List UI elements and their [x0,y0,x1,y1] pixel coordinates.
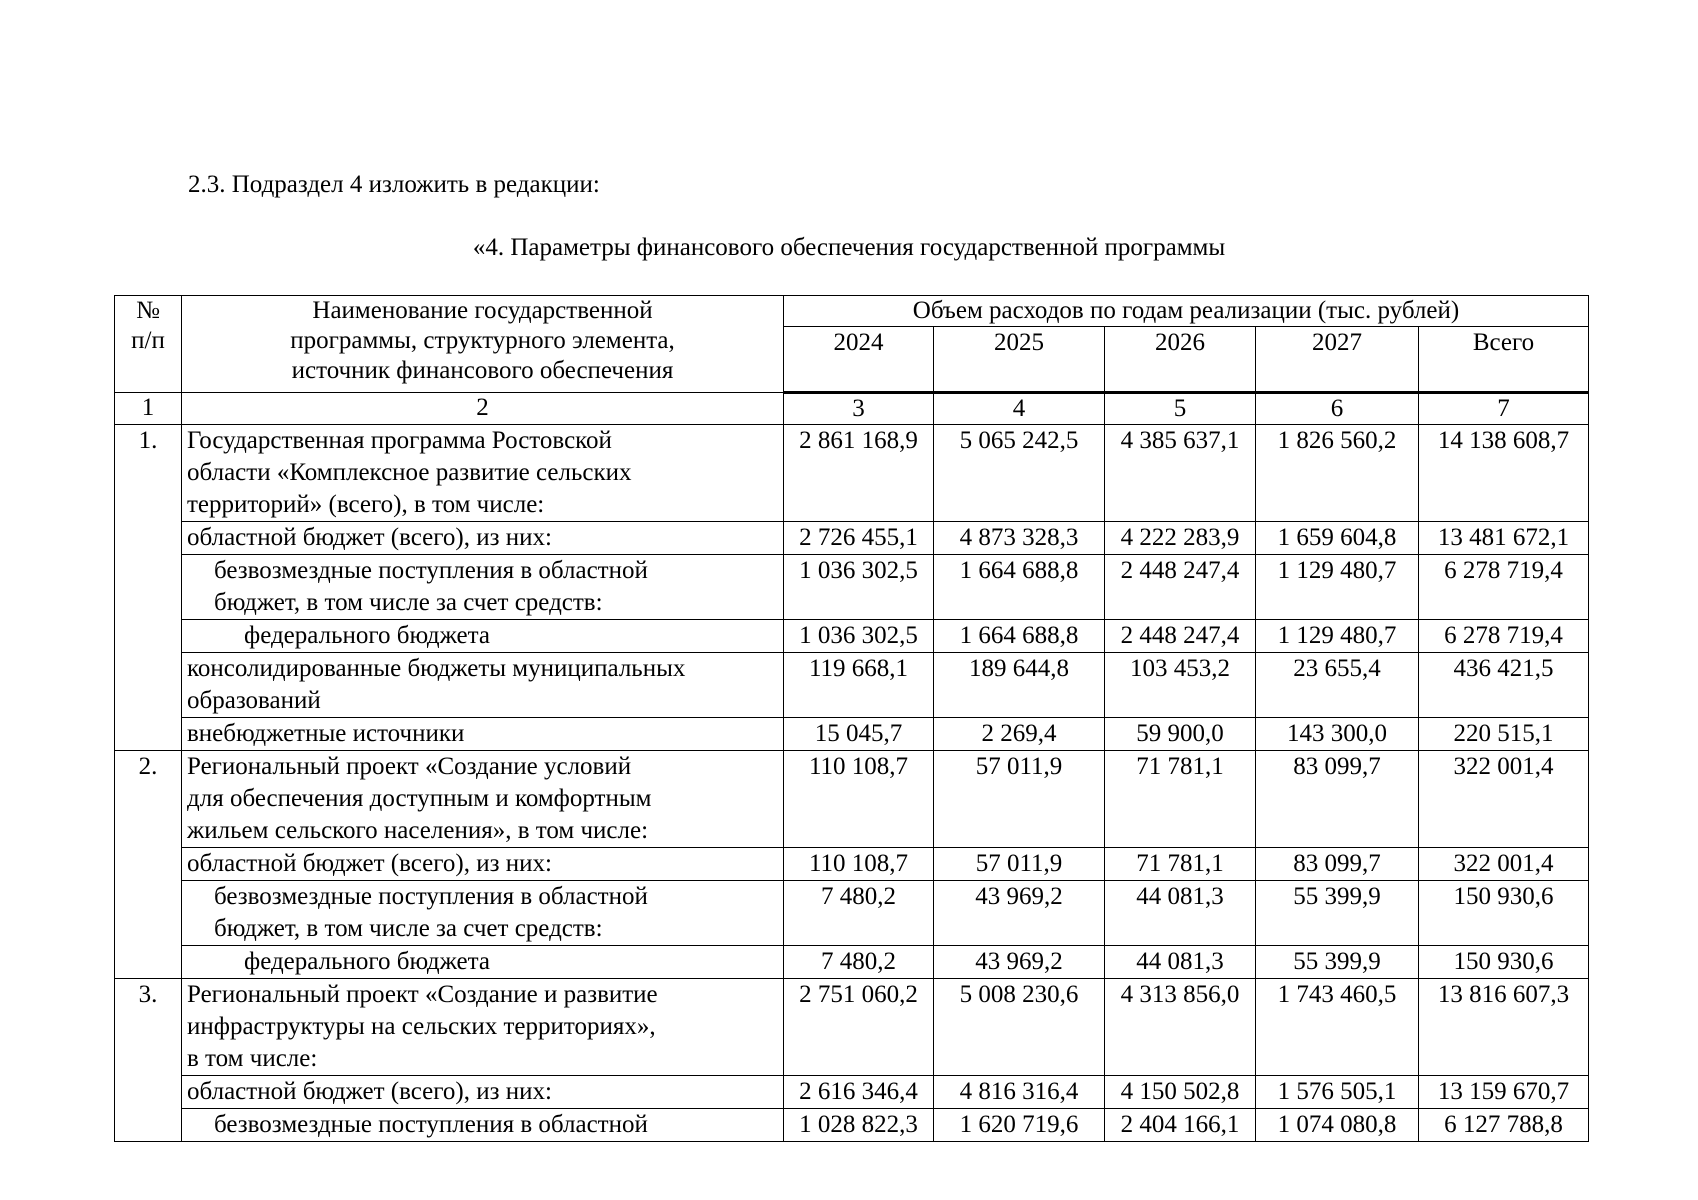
row-name-line: Региональный проект «Создание условий [187,753,632,780]
header-name-line: Наименование государственной [312,297,653,324]
value-total: 13 481 672,1 [1419,522,1589,555]
row-name-line: безвозмездные поступления в областной [214,557,648,584]
row-name-line: жильем сельского населения», в том числе: [187,817,649,844]
value-year-2025: 5 065 242,5 [934,425,1105,522]
value-total: 220 515,1 [1419,718,1589,751]
value-year-2027: 1 826 560,2 [1256,425,1419,522]
row-name-line: в том числе: [187,1045,318,1072]
header-num-line: п/п [131,327,165,354]
value-year-2027: 55 399,9 [1256,881,1419,946]
value-year-2025: 4 816 316,4 [934,1076,1105,1109]
row-name-line: образований [187,687,321,714]
table-row [115,1076,1589,1109]
column-number: 3 [784,393,934,425]
value-total: 14 138 608,7 [1419,425,1589,522]
row-name [182,620,784,653]
value-year-2024: 1 036 302,5 [784,555,934,620]
value-total: 6 127 788,8 [1419,1109,1589,1142]
row-name-line: областной бюджет (всего), из них: [187,850,552,877]
table-title: «4. Параметры финансового обеспечения государственной программы [472,234,1226,261]
header-name-line: источник финансового обеспечения [291,357,674,384]
row-name-line: областной бюджет (всего), из них: [187,1078,552,1105]
row-name-line: безвозмездные поступления в областной [214,883,648,910]
value-year-2027: 1 576 505,1 [1256,1076,1419,1109]
value-year-2025: 4 873 328,3 [934,522,1105,555]
value-year-2024: 2 751 060,2 [784,979,934,1076]
header-name-cell [182,296,784,393]
column-number: 1 [115,393,182,425]
row-name [182,1076,784,1109]
value-year-2026: 71 781,1 [1105,751,1256,848]
value-total: 322 001,4 [1419,848,1589,881]
value-year-2025: 1 664 688,8 [934,620,1105,653]
row-name [182,881,784,946]
value-total: 13 816 607,3 [1419,979,1589,1076]
row-name [182,751,784,848]
value-year-2024: 2 726 455,1 [784,522,934,555]
value-year-2026: 2 404 166,1 [1105,1109,1256,1142]
row-name-line: внебюджетные источники [187,720,465,747]
header-total: Всего [1419,327,1589,393]
value-year-2026: 44 081,3 [1105,946,1256,979]
column-number: 6 [1256,393,1419,425]
row-number: 3. [115,979,182,1142]
row-name-line: федерального бюджета [244,622,490,649]
financing-table [114,295,1589,1142]
value-total: 6 278 719,4 [1419,620,1589,653]
table-row [115,751,1589,848]
value-year-2026: 4 222 283,9 [1105,522,1256,555]
table-row [115,425,1589,522]
row-name-line: территорий» (всего), в том числе: [187,491,545,518]
row-name [182,653,784,718]
value-year-2024: 110 108,7 [784,848,934,881]
value-total: 436 421,5 [1419,653,1589,718]
column-numbers-row [115,393,1589,425]
value-year-2027: 1 129 480,7 [1256,620,1419,653]
table-row [115,653,1589,718]
table-row [115,522,1589,555]
row-name-line: Государственная программа Ростовской [187,427,612,454]
value-year-2026: 4 150 502,8 [1105,1076,1256,1109]
value-year-2024: 15 045,7 [784,718,934,751]
value-year-2027: 1 074 080,8 [1256,1109,1419,1142]
table-body [115,425,1589,1142]
value-year-2026: 59 900,0 [1105,718,1256,751]
value-year-2026: 2 448 247,4 [1105,620,1256,653]
value-total: 13 159 670,7 [1419,1076,1589,1109]
value-year-2027: 23 655,4 [1256,653,1419,718]
header-row-top [115,296,1589,327]
row-name-line: Региональный проект «Создание и развитие [187,981,658,1008]
header-year-2026: 2026 [1105,327,1256,393]
value-year-2025: 43 969,2 [934,946,1105,979]
value-year-2025: 43 969,2 [934,881,1105,946]
table-row [115,979,1589,1076]
value-year-2027: 83 099,7 [1256,848,1419,881]
value-year-2025: 1 620 719,6 [934,1109,1105,1142]
header-year-2025: 2025 [934,327,1105,393]
value-year-2025: 57 011,9 [934,848,1105,881]
value-year-2026: 103 453,2 [1105,653,1256,718]
value-year-2026: 4 385 637,1 [1105,425,1256,522]
row-name-line: бюджет, в том числе за счет средств: [214,589,603,616]
column-number: 4 [934,393,1105,425]
value-year-2027: 1 129 480,7 [1256,555,1419,620]
row-name [182,718,784,751]
column-number: 5 [1105,393,1256,425]
value-year-2026: 71 781,1 [1105,848,1256,881]
row-name [182,848,784,881]
value-year-2027: 55 399,9 [1256,946,1419,979]
row-name-line: федерального бюджета [244,948,490,975]
value-year-2024: 2 616 346,4 [784,1076,934,1109]
header-year-2024: 2024 [784,327,934,393]
value-year-2024: 119 668,1 [784,653,934,718]
column-number: 2 [182,393,784,425]
row-name [182,946,784,979]
value-year-2025: 2 269,4 [934,718,1105,751]
value-year-2027: 143 300,0 [1256,718,1419,751]
row-name-line: бюджет, в том числе за счет средств: [214,915,603,942]
row-name-line: инфраструктуры на сельских территориях», [187,1013,656,1040]
table-row [115,946,1589,979]
value-year-2026: 2 448 247,4 [1105,555,1256,620]
value-year-2026: 4 313 856,0 [1105,979,1256,1076]
row-name-line: безвозмездные поступления в областной [214,1111,648,1138]
value-total: 322 001,4 [1419,751,1589,848]
value-year-2024: 2 861 168,9 [784,425,934,522]
row-name [182,555,784,620]
column-number: 7 [1419,393,1589,425]
table-row [115,718,1589,751]
header-name-line: программы, структурного элемента, [290,327,675,354]
value-year-2024: 7 480,2 [784,946,934,979]
row-number: 2. [115,751,182,979]
table-row [115,848,1589,881]
table-row [115,620,1589,653]
value-year-2025: 1 664 688,8 [934,555,1105,620]
table-row [115,1109,1589,1142]
table-row [115,555,1589,620]
value-year-2026: 44 081,3 [1105,881,1256,946]
value-year-2025: 5 008 230,6 [934,979,1105,1076]
value-year-2027: 83 099,7 [1256,751,1419,848]
row-name-line: области «Комплексное развитие сельских [187,459,632,486]
value-total: 150 930,6 [1419,881,1589,946]
row-name [182,425,784,522]
value-total: 6 278 719,4 [1419,555,1589,620]
header-num-cell [115,296,182,393]
value-total: 150 930,6 [1419,946,1589,979]
table-row [115,881,1589,946]
row-name-line: консолидированные бюджеты муниципальных [187,655,686,682]
value-year-2027: 1 659 604,8 [1256,522,1419,555]
value-year-2024: 7 480,2 [784,881,934,946]
row-name-line: для обеспечения доступным и комфортным [187,785,652,812]
value-year-2024: 1 028 822,3 [784,1109,934,1142]
row-name [182,1109,784,1142]
value-year-2027: 1 743 460,5 [1256,979,1419,1076]
header-num-line: № [136,297,160,324]
row-number: 1. [115,425,182,751]
row-name [182,979,784,1076]
row-name [182,522,784,555]
value-year-2025: 57 011,9 [934,751,1105,848]
paragraph-heading: 2.3. Подраздел 4 изложить в редакции: [188,171,600,198]
header-year-2027: 2027 [1256,327,1419,393]
header-volume-cell: Объем расходов по годам реализации (тыс. рублей) [784,296,1589,327]
row-name-line: областной бюджет (всего), из них: [187,524,552,551]
value-year-2024: 110 108,7 [784,751,934,848]
value-year-2025: 189 644,8 [934,653,1105,718]
value-year-2024: 1 036 302,5 [784,620,934,653]
